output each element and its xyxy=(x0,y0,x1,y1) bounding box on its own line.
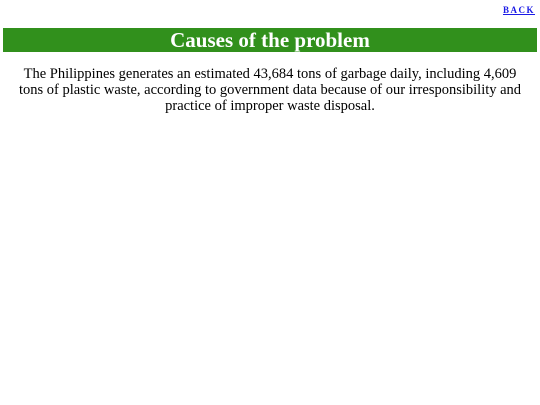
back-link[interactable]: BACK xyxy=(502,5,535,15)
page-header xyxy=(3,28,537,52)
body-paragraph: The Philippines generates an estimated 43,684 tons of garbage daily, including 4,609 tons of plastic waste, according to government data because of our irresponsibility and practice of improper waste disposal. xyxy=(18,66,522,114)
page-title: Causes of the problem xyxy=(170,28,370,52)
